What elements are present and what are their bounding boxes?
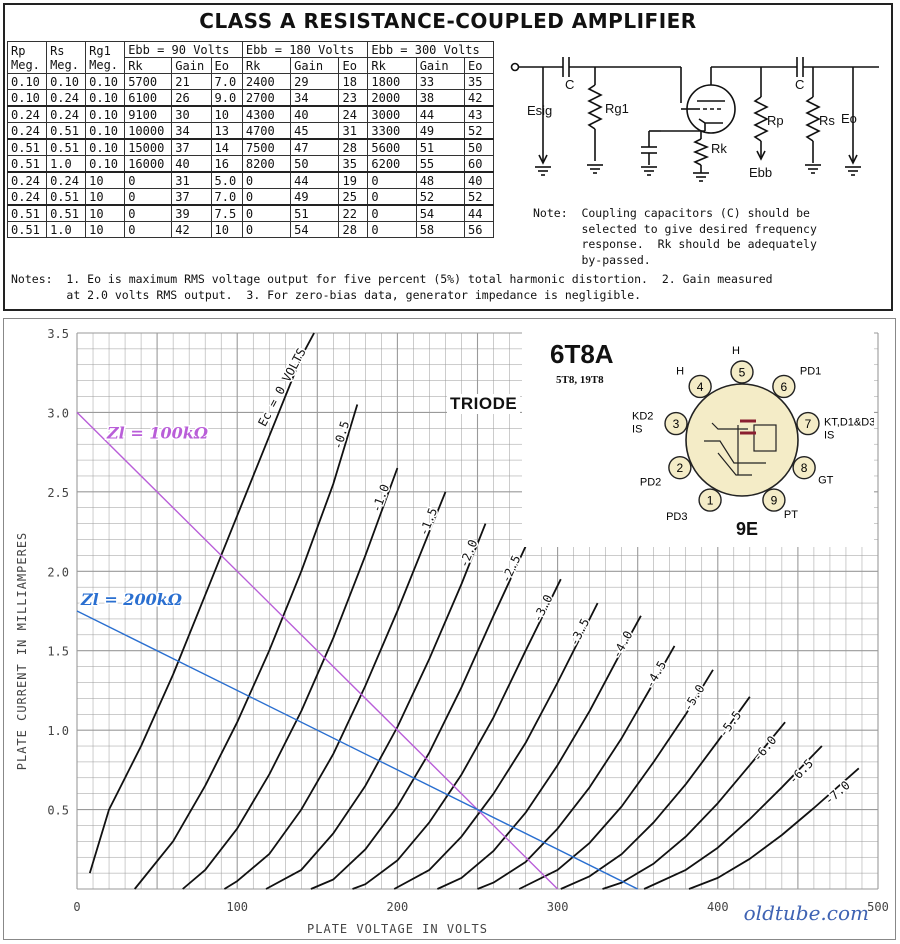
table-cell: 31 (339, 123, 368, 140)
curve-label: -3.5 (566, 616, 593, 649)
y-axis-title: PLATE CURRENT IN MILLIAMPERES (15, 531, 29, 771)
table-cell: 60 (465, 156, 494, 173)
table-cell: 30 (172, 106, 211, 123)
table-cell: 7.0 (211, 189, 242, 206)
table-cell: 0.24 (8, 123, 47, 140)
table-cell: 0.10 (8, 74, 47, 90)
tube-pin-number: 5 (738, 365, 746, 380)
subheader-gain: Gain (291, 58, 339, 74)
curve-label: -4.5 (642, 658, 670, 691)
table-cell: 19 (339, 172, 368, 189)
x-tick-label: 400 (706, 900, 729, 914)
table-cell: 10 (86, 205, 125, 222)
table-cell: 49 (291, 189, 339, 206)
table-cell: 10 (211, 106, 242, 123)
curve-label: -3.0 (530, 592, 556, 625)
table-cell: 49 (416, 123, 464, 140)
header-rs: Rs Meg. (47, 42, 86, 74)
table-cell: 9100 (125, 106, 172, 123)
table-cell: 34 (172, 123, 211, 140)
table-cell: 2000 (368, 90, 416, 107)
x-tick-label: 500 (867, 900, 889, 914)
table-cell: 26 (172, 90, 211, 107)
amplifier-data-panel (3, 3, 893, 311)
table-cell: 0 (368, 205, 416, 222)
subheader-rk: Rk (242, 58, 290, 74)
y-tick-label: 3.5 (47, 327, 69, 341)
table-row (8, 205, 494, 222)
table-cell: 39 (172, 205, 211, 222)
subheader-rk: Rk (125, 58, 172, 74)
table-cell: 7.5 (211, 205, 242, 222)
table-cell: 2700 (242, 90, 290, 107)
table-cell: 5.0 (211, 172, 242, 189)
rp-resistor (755, 97, 767, 141)
tube-pin-label: H (732, 345, 740, 357)
table-cell: 34 (291, 90, 339, 107)
curve-label: -1.0 (369, 482, 393, 515)
tube-pin-label: IS (632, 423, 643, 436)
table-cell: 44 (465, 205, 494, 222)
table-cell: 0 (368, 222, 416, 238)
y-tick-label: 3.0 (47, 406, 69, 421)
ebb-label: Ebb (749, 165, 773, 180)
tube-pin-label: IS (823, 429, 835, 442)
page-title: CLASS A RESISTANCE-COUPLED AMPLIFIER (199, 9, 697, 33)
table-cell: 0.24 (8, 189, 47, 206)
tube-pin-label: KT,D1&D3 (823, 416, 874, 429)
eo-label: Eo (841, 111, 857, 126)
x-tick-label: 100 (226, 900, 249, 914)
table-cell: 1.0 (47, 156, 86, 173)
curve-label: -2.0 (456, 537, 481, 570)
tube-type: 6T8A (550, 339, 614, 369)
curve-label: -5.0 (680, 682, 708, 714)
curve-label: -0.5 (330, 419, 353, 452)
table-cell: 10 (211, 222, 242, 238)
tube-pin-label: GT (818, 474, 834, 487)
table-row (8, 74, 494, 90)
table-cell: 0.51 (8, 139, 47, 156)
table-cell: 0.24 (47, 106, 86, 123)
table-row (8, 189, 494, 206)
table-cell: 52 (416, 189, 464, 206)
table-header-row (8, 42, 494, 58)
tube-equivalents: 5T8, 19T8 (556, 374, 604, 386)
table-cell: 3300 (368, 123, 416, 140)
table-cell: 0.51 (8, 205, 47, 222)
table-cell: 0 (125, 222, 172, 238)
table-cell: 9.0 (211, 90, 242, 107)
table-cell: 24 (339, 106, 368, 123)
table-cell: 52 (465, 123, 494, 140)
triode-label: TRIODE (447, 394, 520, 414)
table-cell: 22 (339, 205, 368, 222)
table-cell: 0 (242, 172, 290, 189)
table-cell: 40 (172, 156, 211, 173)
table-cell: 33 (416, 74, 464, 90)
watermark: oldtube.com (743, 901, 869, 925)
table-cell: 0.10 (86, 123, 125, 140)
table-cell: 31 (172, 172, 211, 189)
table-cell: 43 (465, 106, 494, 123)
table-cell: 10 (86, 222, 125, 238)
x-tick-label: 300 (546, 900, 569, 914)
table-row (8, 123, 494, 140)
table-row (8, 156, 494, 173)
tube-pin-number: 1 (706, 493, 714, 508)
table-cell: 21 (172, 74, 211, 90)
tube-basing-diagram (522, 325, 874, 547)
tube-pin-label: PT (783, 509, 798, 522)
subheader-eo: Eo (465, 58, 494, 74)
table-cell: 0.24 (47, 90, 86, 107)
curve-label: -6.0 (750, 733, 780, 765)
table-cell: 7500 (242, 139, 290, 156)
circuit-note: Note: Coupling capacitors (C) should be selected to give desired frequency response. Rk should be adequately by-passed. (533, 206, 817, 267)
table-cell: 52 (465, 189, 494, 206)
table-cell: 35 (465, 74, 494, 90)
c1-label: C (565, 77, 575, 92)
load-line-label: Zl = 200kΩ (81, 590, 183, 609)
amplifier-data-table (7, 41, 494, 238)
table-cell: 55 (416, 156, 464, 173)
table-cell: 2400 (242, 74, 290, 90)
table-cell: 56 (465, 222, 494, 238)
table-cell: 54 (416, 205, 464, 222)
table-cell: 25 (339, 189, 368, 206)
table-cell: 5600 (368, 139, 416, 156)
header-ebb-180: Ebb = 180 Volts (242, 42, 368, 58)
table-cell: 10 (86, 189, 125, 206)
x-tick-label: 200 (386, 900, 409, 914)
rk-resistor (695, 139, 707, 165)
tube-pin-label: H (676, 365, 685, 378)
subheader-eo: Eo (339, 58, 368, 74)
table-cell: 14 (211, 139, 242, 156)
table-cell: 0 (368, 189, 416, 206)
subheader-eo: Eo (211, 58, 242, 74)
table-notes: Notes: 1. Eo is maximum RMS voltage output for five percent (5%) total harmonic distortion. 2. Gain measured at 2.0 volts RMS output. 3. For zero-bias data, generator impedance is negligible. (11, 272, 773, 302)
header-ebb-300: Ebb = 300 Volts (368, 42, 494, 58)
table-cell: 51 (291, 205, 339, 222)
table-cell: 44 (291, 172, 339, 189)
tube-pin-label: PD1 (799, 365, 822, 378)
curve-label: -4.0 (609, 628, 636, 661)
y-tick-label: 2.5 (47, 485, 69, 500)
table-cell: 0.51 (47, 139, 86, 156)
header-rg1: Rg1 Meg. (86, 42, 125, 74)
tube-pin-number: 9 (770, 493, 778, 508)
tube-pin-label: KD2 (632, 410, 654, 423)
esig-label: Esig (527, 103, 553, 118)
table-cell: 0.24 (47, 172, 86, 189)
table-cell: 0 (125, 172, 172, 189)
table-cell: 8200 (242, 156, 290, 173)
tube-pin-number: 2 (676, 461, 684, 476)
tube-pin-label: PD2 (639, 476, 662, 489)
table-cell: 4300 (242, 106, 290, 123)
y-tick-label: 1.5 (47, 644, 69, 659)
table-cell: 1800 (368, 74, 416, 90)
table-cell: 0.10 (86, 90, 125, 107)
x-axis-title: PLATE VOLTAGE IN VOLTS (307, 922, 488, 936)
input-terminal (512, 64, 519, 71)
table-cell: 50 (465, 139, 494, 156)
table-cell: 45 (291, 123, 339, 140)
table-row (8, 222, 494, 238)
table-cell: 37 (172, 189, 211, 206)
table-cell: 16 (211, 156, 242, 173)
table-cell: 0 (125, 189, 172, 206)
header-rp: Rp Meg. (8, 42, 47, 74)
table-cell: 47 (291, 139, 339, 156)
table-cell: 1.0 (47, 222, 86, 238)
table-cell: 6200 (368, 156, 416, 173)
tube-pin-label: PD3 (666, 511, 688, 524)
table-cell: 28 (339, 139, 368, 156)
table-cell: 0 (242, 189, 290, 206)
table-cell: 42 (465, 90, 494, 107)
grid-bias-curve (135, 405, 358, 890)
table-cell: 0.51 (47, 123, 86, 140)
curve-label: -7.0 (821, 778, 853, 808)
tube-envelope (686, 384, 798, 496)
y-tick-label: 0.5 (47, 803, 69, 818)
table-cell: 50 (291, 156, 339, 173)
table-cell: 0.51 (8, 222, 47, 238)
tube-base-code: 9E (736, 519, 759, 539)
rg1-resistor (589, 85, 601, 129)
table-cell: 0 (242, 222, 290, 238)
table-cell: 15000 (125, 139, 172, 156)
x-tick-label: 0 (73, 900, 81, 914)
table-cell: 37 (172, 139, 211, 156)
table-row (8, 90, 494, 107)
table-cell: 40 (465, 172, 494, 189)
load-line-label: Zl = 100kΩ (107, 423, 209, 443)
curve-label: -2.5 (498, 552, 524, 586)
tube-pin-number: 7 (804, 417, 812, 432)
header-ebb-90: Ebb = 90 Volts (125, 42, 243, 58)
subheader-rk: Rk (368, 58, 416, 74)
table-cell: 35 (339, 156, 368, 173)
table-cell: 10000 (125, 123, 172, 140)
table-cell: 40 (291, 106, 339, 123)
table-cell: 48 (416, 172, 464, 189)
rg1-label: Rg1 (605, 101, 629, 116)
table-cell: 0.10 (86, 156, 125, 173)
table-cell: 0.10 (86, 139, 125, 156)
table-cell: 42 (172, 222, 211, 238)
table-cell: 29 (291, 74, 339, 90)
table-cell: 0.10 (8, 90, 47, 107)
table-cell: 0.10 (86, 106, 125, 123)
rs-label: Rs (819, 113, 835, 128)
table-cell: 23 (339, 90, 368, 107)
curve-label: -5.5 (716, 708, 745, 740)
subheader-gain: Gain (172, 58, 211, 74)
curve-label: -6.5 (785, 756, 817, 787)
table-cell: 10 (86, 172, 125, 189)
table-cell: 16000 (125, 156, 172, 173)
table-row (8, 106, 494, 123)
tube-pin-number: 3 (672, 417, 680, 432)
table-cell: 54 (291, 222, 339, 238)
table-cell: 44 (416, 106, 464, 123)
subheader-gain: Gain (416, 58, 464, 74)
tube-pin-number: 6 (780, 379, 788, 394)
rk-label: Rk (711, 141, 727, 156)
table-cell: 0.10 (86, 74, 125, 90)
rs-resistor (807, 97, 819, 141)
table-row (8, 172, 494, 189)
c2-label: C (795, 77, 805, 92)
curve-label: -1.5 (416, 505, 441, 538)
table-cell: 0.10 (47, 74, 86, 90)
tube-info-box (522, 325, 874, 547)
table-cell: 0.24 (8, 106, 47, 123)
rp-label: Rp (767, 113, 784, 128)
table-cell: 0 (242, 205, 290, 222)
table-cell: 51 (416, 139, 464, 156)
curve-label: Ec = 0 VOLTS (255, 345, 309, 429)
table-cell: 38 (416, 90, 464, 107)
table-cell: 0.24 (8, 172, 47, 189)
tube-pin-number: 4 (696, 379, 704, 394)
tube-pin-number: 8 (800, 461, 808, 476)
table-cell: 13 (211, 123, 242, 140)
table-cell: 58 (416, 222, 464, 238)
table-cell: 0.51 (8, 156, 47, 173)
table-cell: 6100 (125, 90, 172, 107)
y-tick-label: 1.0 (47, 724, 69, 739)
table-cell: 7.0 (211, 74, 242, 90)
table-cell: 0.51 (47, 189, 86, 206)
table-body (8, 74, 494, 238)
table-cell: 4700 (242, 123, 290, 140)
load-line (77, 611, 638, 889)
table-cell: 28 (339, 222, 368, 238)
table-cell: 5700 (125, 74, 172, 90)
table-cell: 0 (368, 172, 416, 189)
table-cell: 0 (125, 205, 172, 222)
table-cell: 0.51 (47, 205, 86, 222)
table-cell: 3000 (368, 106, 416, 123)
y-tick-label: 2.0 (47, 565, 69, 580)
table-cell: 18 (339, 74, 368, 90)
table-row (8, 139, 494, 156)
